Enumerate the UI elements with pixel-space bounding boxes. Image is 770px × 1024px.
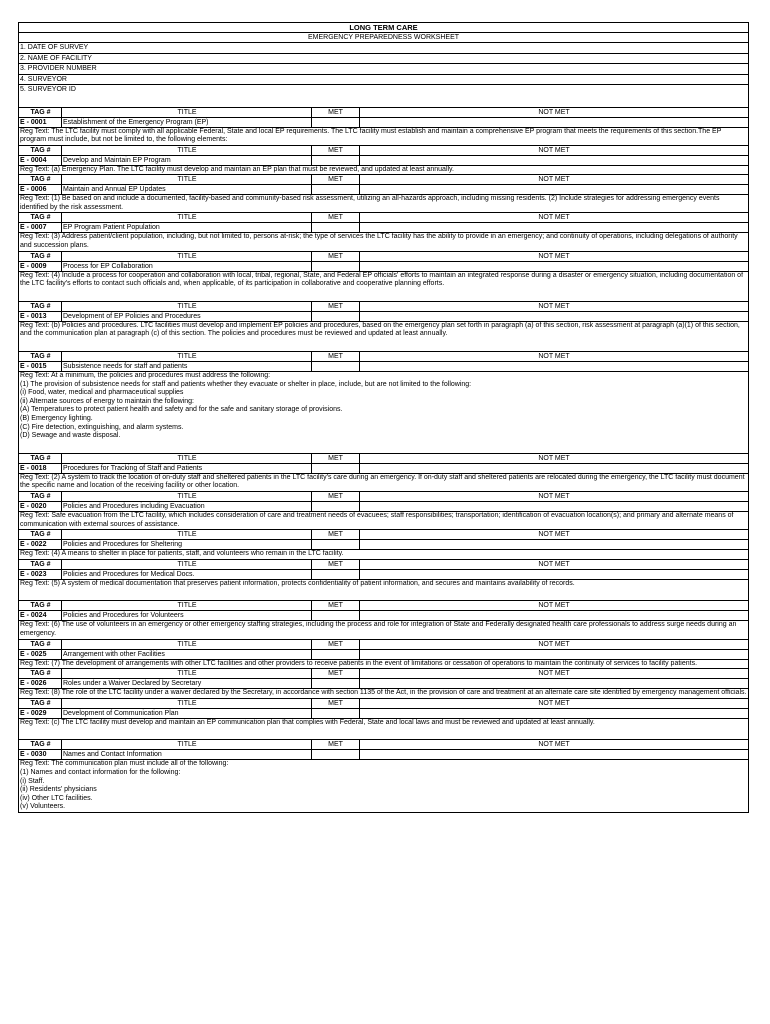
reg-text <box>19 621 748 638</box>
met-header: MET <box>311 213 359 222</box>
tag-header: TAG # <box>30 146 51 154</box>
reg-text-line: Reg Text: (c) The LTC facility must develop and maintain an EP communication plan that complies with Federal, State and local laws and must be reviewed and updated at least annually. <box>20 718 595 726</box>
tag-row <box>19 362 748 372</box>
field-provider-number[interactable]: 3. PROVIDER NUMBER <box>19 64 748 75</box>
tag-header: TAG # <box>30 670 51 678</box>
requirement-title: Establishment of the Emergency Program (EP) <box>61 118 311 127</box>
reg-text <box>19 322 748 339</box>
tag-header: TAG # <box>30 108 51 116</box>
not-met-header: NOT MET <box>359 352 748 361</box>
requirement-title: Policies and Procedures for Volunteers <box>61 611 311 620</box>
requirement-block <box>19 639 748 669</box>
not-met-header: NOT MET <box>359 530 748 539</box>
tag-number: E - 0007 <box>20 224 47 232</box>
tag-number: E - 0025 <box>20 650 47 658</box>
reg-text-line: Reg Text: (7) The development of arrangements with other LTC facilities and other providers to receive patients in the event of limitations or cessation of operations to maintain the continuity of services to facility patients. <box>20 659 698 667</box>
requirement-title: Roles under a Waiver Declared by Secretary <box>61 679 311 688</box>
reg-text <box>19 272 748 289</box>
title-header: TITLE <box>61 699 311 708</box>
reg-text-line: Reg Text: At a minimum, the policies and procedures must address the following: <box>20 372 271 380</box>
column-header-row <box>19 530 748 540</box>
tag-row <box>19 118 748 128</box>
title-header: TITLE <box>61 530 311 539</box>
tag-number: E - 0006 <box>20 186 47 194</box>
met-checkbox-cell[interactable] <box>311 502 359 511</box>
column-header-row <box>19 108 748 118</box>
requirement-title: Policies and Procedures for Medical Docs. <box>61 570 311 579</box>
title-header: TITLE <box>61 740 311 749</box>
reg-text-line: (D) Sewage and waste disposal. <box>20 432 121 440</box>
title-header: TITLE <box>61 454 311 463</box>
not-met-checkbox-cell[interactable] <box>359 650 748 659</box>
reg-text-line: (1) Names and contact information for the following: <box>20 768 181 776</box>
requirement-block <box>19 453 748 491</box>
tag-row <box>19 156 748 166</box>
not-met-header: NOT MET <box>359 699 748 708</box>
reg-text <box>19 760 748 812</box>
tag-row <box>19 709 748 719</box>
requirement-title: EP Program Patient Population <box>61 223 311 232</box>
title-header: TITLE <box>61 252 311 261</box>
reg-text-line: Reg Text: (2) A system to track the location of on-duty staff and sheltered patients in the LTC facility's care during an emergency. If on-duty staff and sheltered patients are relocated during the emergency, the LTC facility must document the specific name and location of the receiving facility or other location. <box>20 473 745 490</box>
tag-number: E - 0030 <box>20 751 47 759</box>
tag-number: E - 0020 <box>20 502 47 510</box>
column-header-row <box>19 175 748 185</box>
met-header: MET <box>311 640 359 649</box>
column-header-row <box>19 146 748 156</box>
title-header: TITLE <box>61 108 311 117</box>
title-header: TITLE <box>61 601 311 610</box>
met-header: MET <box>311 740 359 749</box>
tag-header: TAG # <box>30 252 51 260</box>
reg-text <box>19 660 748 669</box>
reg-text-line: (iv) Other LTC facilities. <box>20 794 93 802</box>
met-checkbox-cell[interactable] <box>311 464 359 473</box>
met-header: MET <box>311 352 359 361</box>
reg-text-line: (A) Temperatures to protect patient health and safety and for the safe and sanitary storage of provisions. <box>20 406 343 414</box>
tag-row <box>19 262 748 272</box>
tag-row <box>19 679 748 689</box>
met-header: MET <box>311 530 359 539</box>
tag-row <box>19 185 748 195</box>
met-checkbox-cell[interactable] <box>311 570 359 579</box>
column-header-row <box>19 213 748 223</box>
tag-row <box>19 540 748 550</box>
reg-text-line: (B) Emergency lighting. <box>20 415 93 422</box>
not-met-header: NOT MET <box>359 146 748 155</box>
requirement-block <box>19 174 748 212</box>
requirement-block <box>19 529 748 559</box>
reg-text-line: Reg Text: The LTC facility must comply with all applicable Federal, State and local EP requirements. The LTC facility must establish and maintain a comprehensive EP program that meets the requirements of this section.The EP program must include, but not be limited to, the following elements: <box>20 127 722 144</box>
title-header: TITLE <box>61 352 311 361</box>
tag-header: TAG # <box>30 560 51 568</box>
not-met-header: NOT MET <box>359 560 748 569</box>
not-met-header: NOT MET <box>359 454 748 463</box>
requirement-block <box>19 145 748 175</box>
title-header: TITLE <box>61 560 311 569</box>
tag-number: E - 0009 <box>20 262 47 270</box>
tag-number: E - 0018 <box>20 464 47 472</box>
met-header: MET <box>311 146 359 155</box>
not-met-checkbox-cell[interactable] <box>359 464 748 473</box>
met-header: MET <box>311 699 359 708</box>
requirement-title: Develop and Maintain EP Program <box>61 156 311 165</box>
requirement-block <box>19 301 748 339</box>
met-header: MET <box>311 108 359 117</box>
worksheet-title: LONG TERM CARE <box>19 23 748 33</box>
tag-number: E - 0023 <box>20 570 47 578</box>
requirement-block <box>19 739 748 812</box>
title-header: TITLE <box>61 213 311 222</box>
tag-row <box>19 750 748 760</box>
column-header-row <box>19 454 748 464</box>
met-header: MET <box>311 669 359 678</box>
reg-text <box>19 689 748 698</box>
requirement-block <box>19 698 748 728</box>
met-header: MET <box>311 252 359 261</box>
tag-number: E - 0001 <box>20 118 47 126</box>
column-header-row <box>19 252 748 262</box>
reg-text <box>19 719 748 728</box>
tag-row <box>19 650 748 660</box>
tag-header: TAG # <box>30 454 51 462</box>
not-met-header: NOT MET <box>359 252 748 261</box>
tag-row <box>19 570 748 580</box>
title-header: TITLE <box>61 492 311 501</box>
not-met-checkbox-cell[interactable] <box>359 362 748 371</box>
tag-header: TAG # <box>30 531 51 539</box>
requirement-block <box>19 251 748 289</box>
reg-text-line: (ii) Alternate sources of energy to maintain the following: <box>20 397 194 405</box>
field-date-of-survey[interactable]: 1. DATE OF SURVEY <box>19 43 748 54</box>
not-met-checkbox-cell[interactable] <box>359 540 748 549</box>
tag-row <box>19 464 748 474</box>
requirement-block <box>19 668 748 698</box>
column-header-row <box>19 640 748 650</box>
not-met-header: NOT MET <box>359 213 748 222</box>
reg-text-line: (C) Fire detection, extinguishing, and alarm systems. <box>20 423 184 431</box>
column-header-row <box>19 560 748 570</box>
not-met-checkbox-cell[interactable] <box>359 709 748 718</box>
met-checkbox-cell[interactable] <box>311 223 359 232</box>
reg-text <box>19 195 748 212</box>
worksheet <box>18 22 749 813</box>
not-met-checkbox-cell[interactable] <box>359 750 748 759</box>
not-met-checkbox-cell[interactable] <box>359 156 748 165</box>
met-checkbox-cell[interactable] <box>311 750 359 759</box>
met-header: MET <box>311 492 359 501</box>
met-checkbox-cell[interactable] <box>311 312 359 321</box>
not-met-checkbox-cell[interactable] <box>359 502 748 511</box>
tag-number: E - 0029 <box>20 709 47 717</box>
requirement-title: Arrangement with other Facilities <box>61 650 311 659</box>
reg-text-line: Reg Text: (8) The role of the LTC facility under a waiver declared by the Secretary, in accordance with section 1135 of the Act, in the provision of care and treatment at an alternate care site identified by emergency management officials. <box>20 689 747 697</box>
reg-text-line: Reg Text: (3) Address patient/client population, including, but not limited to, persons at-risk; the type of services the LTC facility has the ability to provide in an emergency; and continuity of operations, including delegations of authority and succession plans. <box>20 233 738 250</box>
reg-text <box>19 166 748 175</box>
not-met-checkbox-cell[interactable] <box>359 223 748 232</box>
tag-header: TAG # <box>30 353 51 361</box>
reg-text-line: Reg Text: Safe evacuation from the LTC facility, which includes consideration of care and treatment needs of evacuees; staff responsibilities; transportation; identification of evacuation location(s); and primary and alternate means of communication with external sources of assistance. <box>20 511 734 528</box>
met-header: MET <box>311 601 359 610</box>
tag-row <box>19 312 748 322</box>
title-header: TITLE <box>61 669 311 678</box>
field-name-of-facility[interactable]: 2. NAME OF FACILITY <box>19 54 748 65</box>
requirement-block <box>19 212 748 250</box>
column-header-row <box>19 302 748 312</box>
tag-number: E - 0022 <box>20 541 47 549</box>
requirement-title: Policies and Procedures for Sheltering <box>61 540 311 549</box>
tag-header: TAG # <box>30 176 51 184</box>
column-header-row <box>19 492 748 502</box>
requirement-block <box>19 491 748 529</box>
reg-text-line: Reg Text: The communication plan must include all of the following: <box>20 760 229 768</box>
not-met-header: NOT MET <box>359 669 748 678</box>
not-met-header: NOT MET <box>359 601 748 610</box>
reg-text-line: (v) Volunteers. <box>20 803 66 811</box>
not-met-header: NOT MET <box>359 640 748 649</box>
met-header: MET <box>311 454 359 463</box>
not-met-checkbox-cell[interactable] <box>359 262 748 271</box>
column-header-row <box>19 699 748 709</box>
reg-text-line: (ii) Residents' physicians <box>20 786 97 794</box>
reg-text <box>19 550 748 559</box>
title-header: TITLE <box>61 146 311 155</box>
reg-text <box>19 372 748 441</box>
worksheet-subtitle: EMERGENCY PREPAREDNESS WORKSHEET <box>19 33 748 43</box>
requirement-sections <box>19 107 748 812</box>
reg-text-line: Reg Text: (1) Be based on and include a documented, facility-based and community-based risk assessment, utilizing an all-hazards approach, including missing residents. (2) Include strategies for addressing emergency events identified by the risk assessment. <box>20 195 720 211</box>
met-checkbox-cell[interactable] <box>311 156 359 165</box>
reg-text-line: Reg Text: (6) The use of volunteers in an emergency or other emergency staffing strategies, including the process and role for integration of State and Federally designated health care professionals to address surge needs during an emergency. <box>20 621 737 637</box>
requirement-block <box>19 107 748 145</box>
requirement-title: Process for EP Collaboration <box>61 262 311 271</box>
tag-header: TAG # <box>30 640 51 648</box>
met-checkbox-cell[interactable] <box>311 709 359 718</box>
tag-row <box>19 502 748 512</box>
tag-number: E - 0004 <box>20 156 47 164</box>
met-checkbox-cell[interactable] <box>311 118 359 127</box>
met-checkbox-cell[interactable] <box>311 650 359 659</box>
tag-header: TAG # <box>30 699 51 707</box>
requirement-title: Development of Communication Plan <box>61 709 311 718</box>
tag-row <box>19 611 748 621</box>
title-header: TITLE <box>61 175 311 184</box>
reg-text-line: Reg Text: (4) Include a process for cooperation and collaboration with local, tribal, regional, State, and Federal EP officials' efforts to maintain an integrated response during a disaster or emergency situation, including documentation of the LTC facility's efforts to contact such officials and, when applicable, of its participation in collaborative and cooperative planning efforts. <box>20 271 744 288</box>
not-met-header: NOT MET <box>359 740 748 749</box>
not-met-checkbox-cell[interactable] <box>359 611 748 620</box>
met-checkbox-cell[interactable] <box>311 262 359 271</box>
tag-header: TAG # <box>30 492 51 500</box>
requirement-block <box>19 351 748 441</box>
reg-text-line: Reg Text: (5) A system of medical documentation that preserves patient information, protects confidentiality of patient information, and secures and maintains availability of records. <box>20 579 575 587</box>
requirement-block <box>19 600 748 638</box>
requirement-title: Policies and Procedures including Evacuation <box>61 502 311 511</box>
requirement-title: Procedures for Tracking of Staff and Patients <box>61 464 311 473</box>
tag-number: E - 0026 <box>20 680 47 688</box>
field-surveyor[interactable]: 4. SURVEYOR <box>19 75 748 86</box>
column-header-row <box>19 601 748 611</box>
field-surveyor-id[interactable]: 5. SURVEYOR ID <box>20 86 76 93</box>
tag-header: TAG # <box>30 741 51 749</box>
requirement-block <box>19 559 748 589</box>
reg-text <box>19 580 748 589</box>
reg-text <box>19 233 748 250</box>
column-header-row <box>19 669 748 679</box>
tag-number: E - 0015 <box>20 363 47 371</box>
reg-text-line: (i) Food, water, medical and pharmaceutical supplies <box>20 389 184 397</box>
tag-header: TAG # <box>30 602 51 610</box>
met-checkbox-cell[interactable] <box>311 362 359 371</box>
not-met-header: NOT MET <box>359 302 748 311</box>
met-header: MET <box>311 175 359 184</box>
met-checkbox-cell[interactable] <box>311 185 359 194</box>
reg-text <box>19 128 748 145</box>
tag-number: E - 0024 <box>20 612 47 620</box>
reg-text-line: (i) Staff. <box>20 777 45 785</box>
not-met-header: NOT MET <box>359 108 748 117</box>
column-header-row <box>19 740 748 750</box>
requirement-title: Subsistence needs for staff and patients <box>61 362 311 371</box>
not-met-checkbox-cell[interactable] <box>359 679 748 688</box>
survey-fields <box>19 43 748 95</box>
reg-text-line: Reg Text: (4) A means to shelter in place for patients, staff, and volunteers who remain in the LTC facility. <box>20 550 344 558</box>
tag-header: TAG # <box>30 302 51 310</box>
tag-row <box>19 223 748 233</box>
met-checkbox-cell[interactable] <box>311 611 359 620</box>
met-checkbox-cell[interactable] <box>311 540 359 549</box>
requirement-title: Names and Contact Information <box>61 750 311 759</box>
reg-text-line: (1) The provision of subsistence needs for staff and patients whether they evacuate or shelter in place, include, but are not limited to the following: <box>20 380 472 388</box>
reg-text <box>19 474 748 491</box>
met-header: MET <box>311 302 359 311</box>
title-header: TITLE <box>61 640 311 649</box>
column-header-row <box>19 352 748 362</box>
not-met-checkbox-cell[interactable] <box>359 118 748 127</box>
not-met-header: NOT MET <box>359 492 748 501</box>
requirement-title: Maintain and Annual EP Updates <box>61 185 311 194</box>
not-met-checkbox-cell[interactable] <box>359 185 748 194</box>
not-met-header: NOT MET <box>359 175 748 184</box>
reg-text-line: Reg Text: (b) Policies and procedures. LTC facilities must develop and implement EP policies and procedures, based on the emergency plan set forth in paragraph (a) of this section, risk assessment at paragraph (a)(1) of this section, and the communication plan at paragraph (c) of this section. The policies and procedures must be reviewed and updated at least annually. <box>20 321 740 338</box>
not-met-checkbox-cell[interactable] <box>359 312 748 321</box>
tag-number: E - 0013 <box>20 312 47 320</box>
met-header: MET <box>311 560 359 569</box>
title-header: TITLE <box>61 302 311 311</box>
met-checkbox-cell[interactable] <box>311 679 359 688</box>
reg-text-line: Reg Text: (a) Emergency Plan. The LTC facility must develop and maintain an EP plan that must be reviewed, and updated at least annually. <box>20 165 454 173</box>
not-met-checkbox-cell[interactable] <box>359 570 748 579</box>
reg-text <box>19 512 748 529</box>
tag-header: TAG # <box>30 214 51 222</box>
requirement-title: Development of EP Policies and Procedures <box>61 312 311 321</box>
